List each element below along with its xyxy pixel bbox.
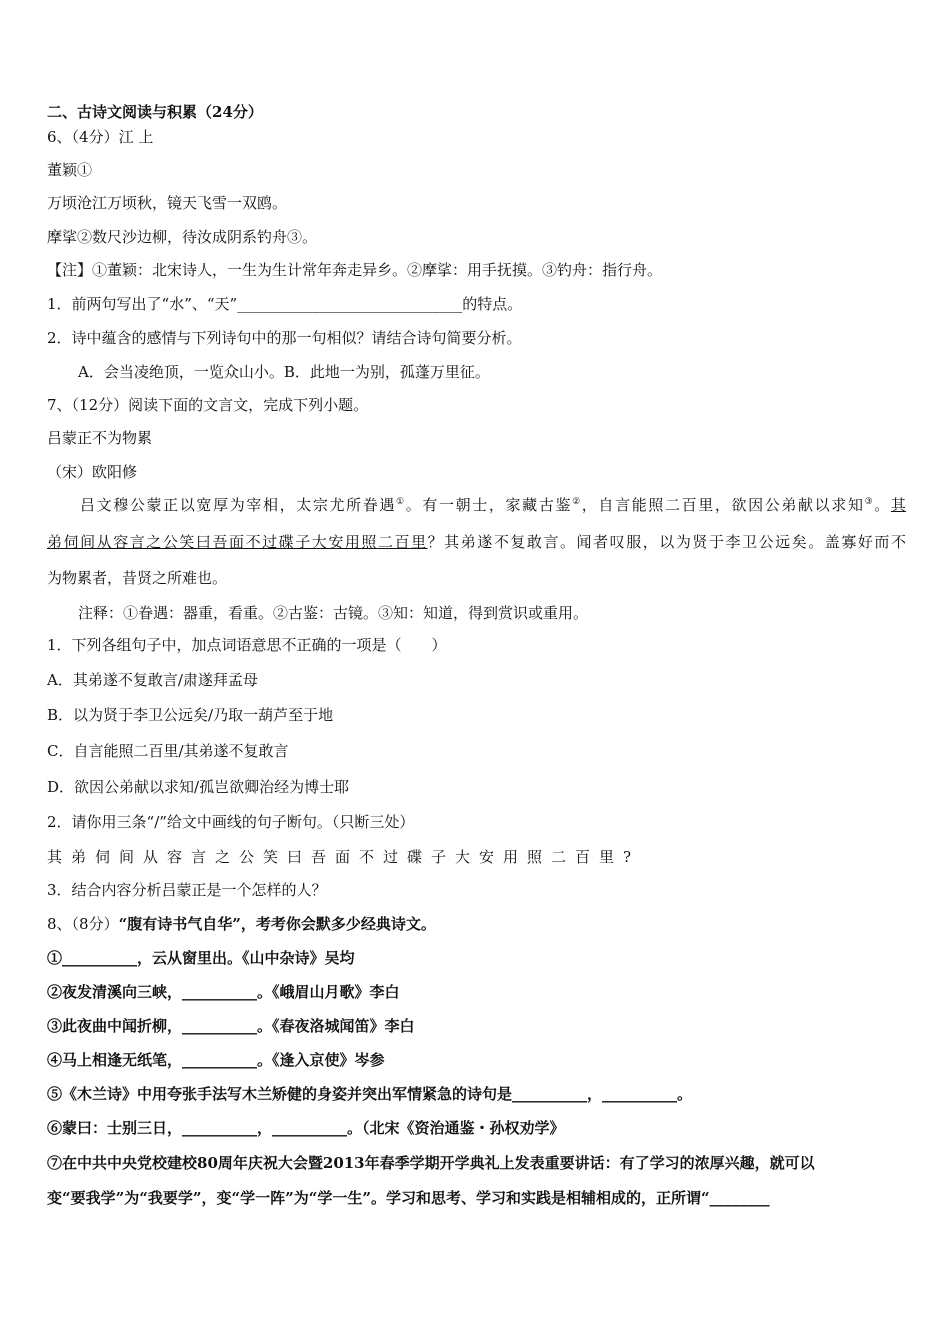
passage-text: 。 [874,496,891,514]
q8-item-7-line-1: ⑦在中共中央党校建校80周年庆祝大会暨2013年春季学期开学典礼上发表重要讲话：有了学习的浓厚兴趣，就可以 [47,1154,815,1172]
q8-item-1: ①__________，云从窗里出。《山中杂诗》吴均 [47,949,355,967]
q7-passage-line-2 [47,531,906,553]
q6-note: 【注】①董颖：北宋诗人，一生为生计常年奔走异乡。②摩挲：用手抚摸。③钓舟：指行舟。 [47,261,663,279]
q8-prompt: “腹有诗书气自华”，考考你会默多少经典诗文。 [118,915,436,933]
q8-number: 8、（8分） [47,915,119,933]
q8-header [47,913,906,935]
q7-option-b: B．以为贤于李卫公远矣/乃取一葫芦至于地 [47,706,334,724]
q8-item-2: ②夜发清溪向三峡，__________。《峨眉山月歌》李白 [47,983,400,1001]
q7-sub-question-2: 2．请你用三条“/”给文中画线的句子断句。（只断三处） [47,813,415,831]
q7-sub-question-3: 3．结合内容分析吕蒙正是一个怎样的人？ [47,881,327,899]
q6-sub-question-1: 1．前两句写出了“水”、“天”______________________________的特点。 [47,295,523,313]
section-title: 二、古诗文阅读与积累（24分） [47,103,263,121]
q7-passage-author: （宋）欧阳修 [47,463,138,481]
passage-text: 吕文穆公蒙正以宽厚为宰相，太宗尤所眷遇 [80,496,397,514]
q7-header: 7、（12分）阅读下面的文言文，完成下列小题。 [47,396,369,414]
underlined-sentence: 弟伺间从容言之公笑曰吾面不过碟子大安用照二百里 [47,533,428,551]
q6-sub-question-2: 2．诗中蕴含的感情与下列诗句中的那一句相似？请结合诗句简要分析。 [47,329,522,347]
footnote-mark-3: ③ [864,497,875,507]
q7-option-a: A．其弟遂不复敢言/肃遂拜孟母 [47,671,258,689]
underlined-sentence-start: 其 [890,496,906,514]
q6-poem-author: 董颖① [47,161,93,179]
q7-option-c: C．自言能照二百里/其弟遂不复敢言 [47,742,289,760]
q8-item-7-line-2: 变“要我学”为“我要学”，变“学一阵”为“学一生”。学习和思考、学习和实践是相辅相成的，正所谓“________ [47,1189,770,1207]
q7-annotation: 注释：①眷遇：器重，看重。②古鉴：古镜。③知：知道，得到赏识或重用。 [78,604,589,622]
passage-text: ，自言能照二百里，欲因公弟献以求知 [581,496,865,514]
q7-passage-title: 吕蒙正不为物累 [47,429,153,447]
q7-option-d: D．欲因公弟献以求知/孤岂欲卿治经为博士耶 [47,778,350,796]
q8-item-6: ⑥蒙曰：士别三日，__________，__________。（北宋《资治通鉴・孙权劝学》 [47,1119,565,1137]
q7-sub-question-1: 1．下列各组句子中，加点词语意思不正确的一项是（ ） [47,636,447,654]
q7-passage-line-3: 为物累者，昔贤之所难也。 [47,569,228,587]
q6-poem-line-2: 摩挲②数尺沙边柳，待汝成阴系钓舟③。 [47,228,318,246]
footnote-mark-2: ② [572,497,582,507]
footnote-mark-1: ① [396,497,406,507]
passage-text: 。有一朝士，家藏古鉴 [405,496,573,514]
q8-item-4: ④马上相逢无纸笔，__________。《逢入京使》岑参 [47,1051,385,1069]
q8-item-3: ③此夜曲中闻折柳，__________。《春夜洛城闻笛》李白 [47,1017,415,1035]
q6-poem-line-1: 万顷沧江万顷秋，镜天飞雪一双鸥。 [47,194,288,212]
q6-options: A．会当凌绝顶，一览众山小。B．此地一为别，孤蓬万里征。 [78,363,490,381]
q7-sub-question-2-text: 其弟伺间从容言之公笑曰吾面不过碟子大安用照二百里? [47,848,641,866]
q6-header: 6、（4分）江 上 [47,128,154,146]
passage-text: ？其弟遂不复敢言。闻者叹服，以为贤于李卫公远矣。盖寡好而不 [427,533,906,551]
q7-passage-line-1 [47,494,906,516]
q8-item-5: ⑤《木兰诗》中用夸张手法写木兰矫健的身姿并突出军情紧急的诗句是__________，__________。 [47,1085,693,1103]
